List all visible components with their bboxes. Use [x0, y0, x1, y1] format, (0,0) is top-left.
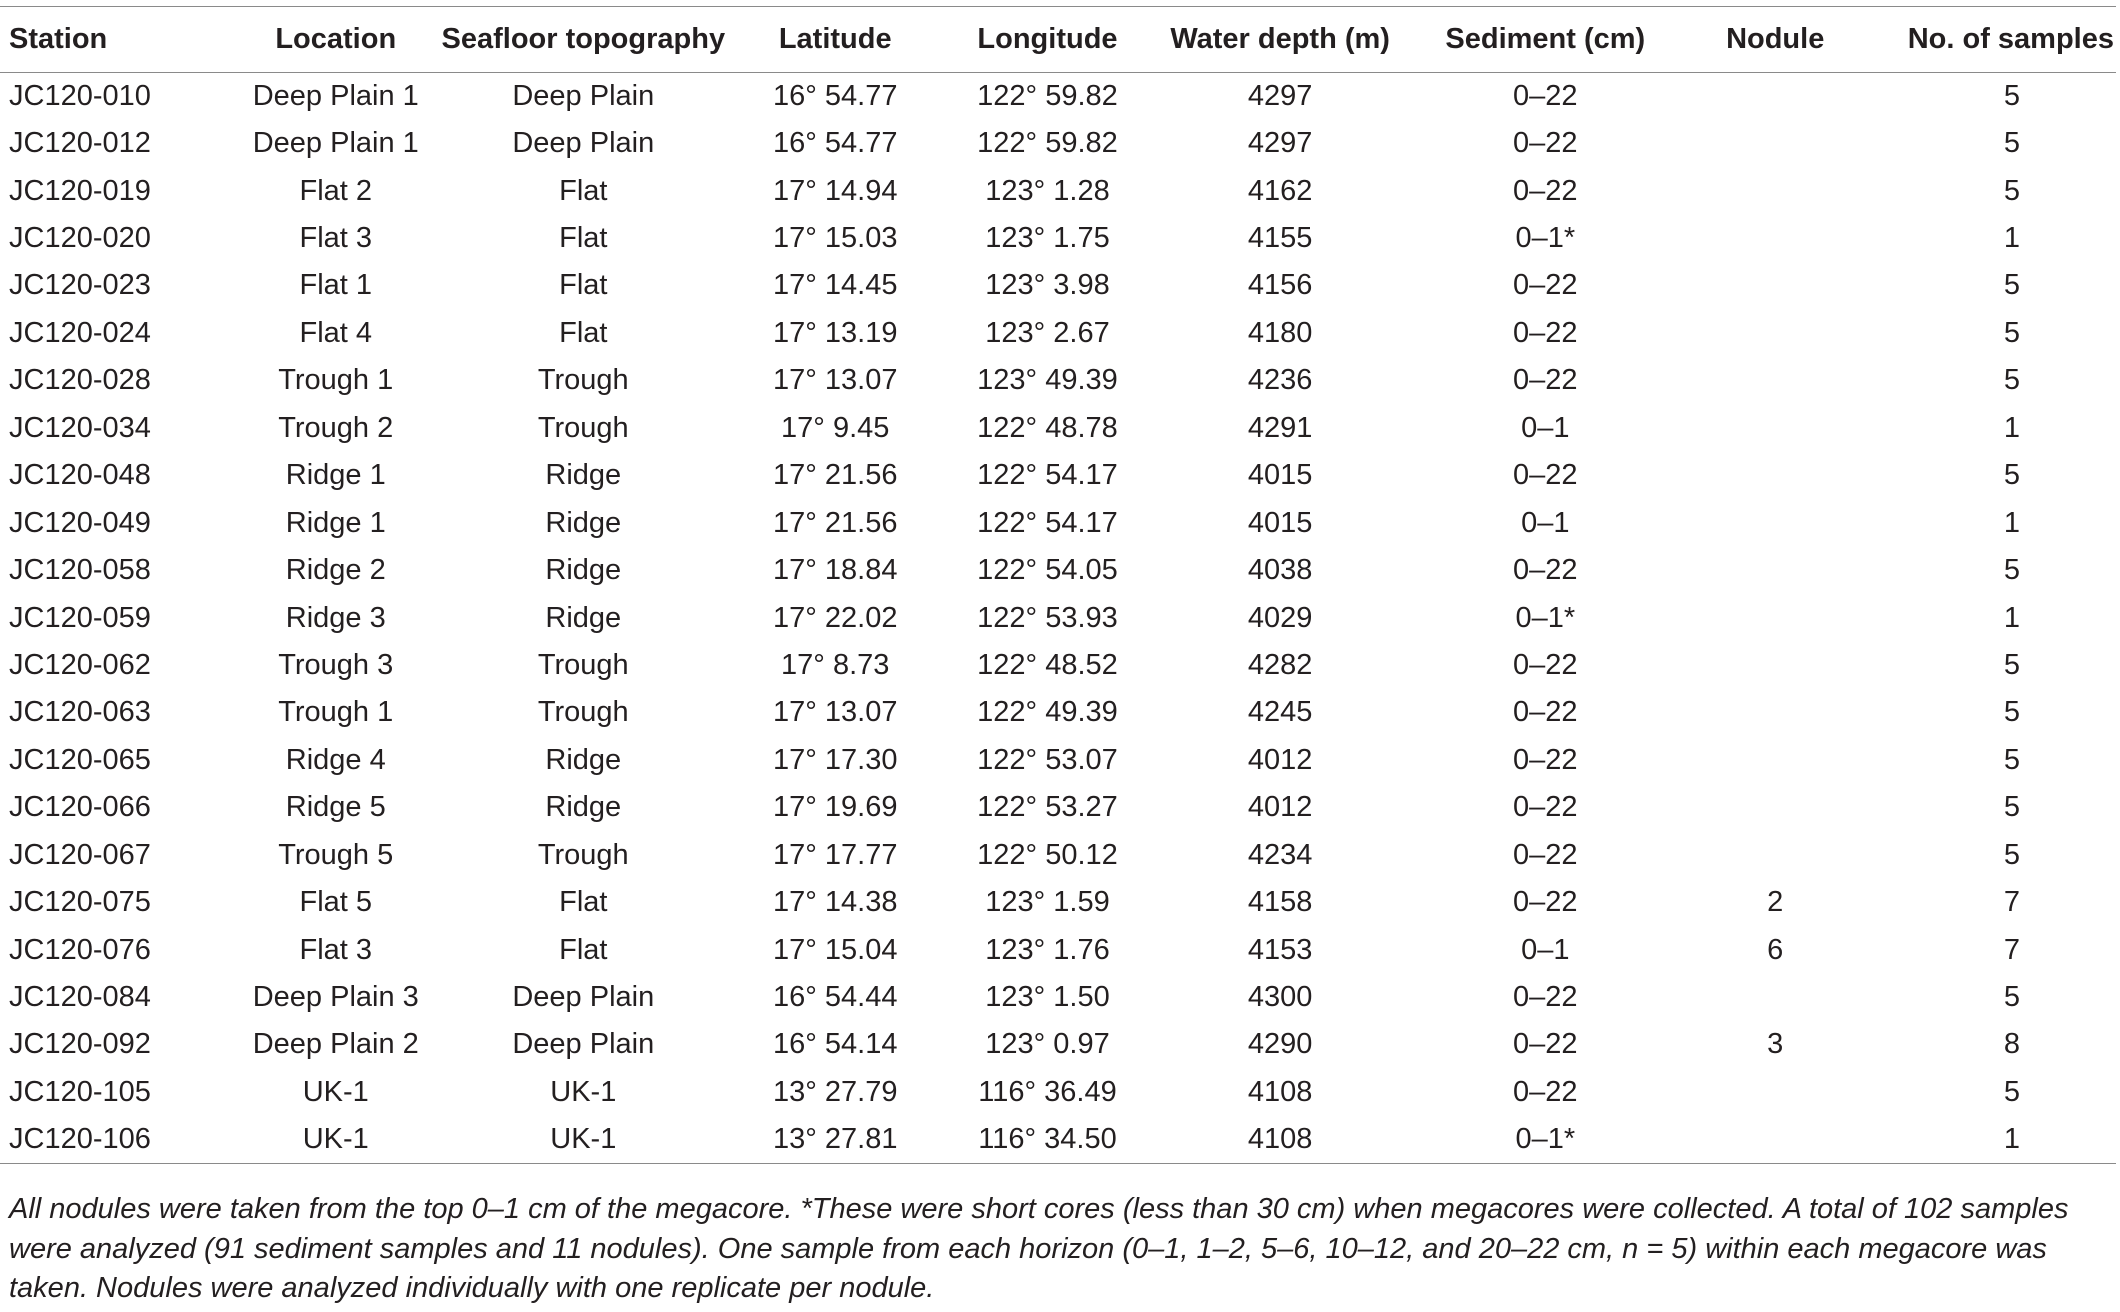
table-row: [0, 689, 2116, 736]
cell-water-depth: 4297: [1247, 127, 1313, 160]
cell-sediment: 0–22: [1513, 743, 1578, 776]
cell-station: JC120-049: [9, 506, 151, 539]
cell-seafloor-topography: Flat: [559, 316, 608, 349]
cell-longitude: 122° 54.05: [977, 554, 1118, 587]
cell-longitude: 123° 3.98: [985, 269, 1110, 302]
cell-location: Deep Plain 2: [252, 1028, 419, 1061]
cell-water-depth: 4300: [1247, 981, 1313, 1014]
cell-water-depth: 4015: [1247, 506, 1313, 539]
cell-nodule: [1685, 215, 1866, 262]
cell-location: Flat 3: [299, 933, 373, 966]
table-row: [0, 73, 2116, 120]
cell-location: Ridge 3: [285, 601, 386, 634]
cell-sediment: 0–22: [1513, 174, 1578, 207]
cell-seafloor-topography: Ridge: [545, 791, 622, 824]
cell-location: Flat 1: [299, 269, 373, 302]
cell-sediment: 0–22: [1513, 648, 1578, 681]
table-row: [0, 499, 2116, 546]
station-table: [0, 6, 2116, 1164]
cell-no-of-samples: 5: [2003, 554, 2020, 587]
header-station: Station: [0, 7, 235, 73]
cell-no-of-samples: 5: [2003, 79, 2020, 112]
cell-sediment: 0–22: [1513, 364, 1578, 397]
header-no-of-samples: No. of samples: [1866, 7, 2116, 73]
cell-water-depth: 4029: [1247, 601, 1313, 634]
cell-no-of-samples: 5: [2003, 269, 2020, 302]
cell-no-of-samples: 1: [2003, 506, 2020, 539]
cell-location: Deep Plain 1: [252, 127, 419, 160]
cell-location: Trough 2: [278, 411, 394, 444]
cell-sediment: 0–22: [1513, 79, 1578, 112]
cell-longitude: 123° 1.59: [985, 886, 1110, 919]
cell-seafloor-topography: Ridge: [545, 743, 622, 776]
cell-water-depth: 4012: [1247, 743, 1313, 776]
cell-nodule: [1685, 73, 1866, 120]
table-row: [0, 926, 2116, 973]
table-row: [0, 642, 2116, 689]
cell-seafloor-topography: Trough: [537, 696, 629, 729]
cell-nodule: [1685, 1116, 1866, 1163]
cell-latitude: 17° 21.56: [772, 506, 898, 539]
cell-sediment: 0–22: [1513, 269, 1578, 302]
header-sediment: Sediment (cm): [1406, 7, 1685, 73]
cell-location: Trough 5: [278, 838, 394, 871]
cell-sediment: 0–22: [1513, 554, 1578, 587]
cell-seafloor-topography: Flat: [559, 174, 608, 207]
cell-station: JC120-076: [9, 933, 151, 966]
header-longitude: Longitude: [941, 7, 1155, 73]
cell-sediment: 0–22: [1513, 981, 1578, 1014]
cell-water-depth: 4282: [1247, 648, 1313, 681]
cell-water-depth: 4158: [1247, 886, 1313, 919]
cell-no-of-samples: 5: [2003, 1075, 2020, 1108]
cell-latitude: 17° 13.19: [772, 316, 898, 349]
cell-no-of-samples: 8: [2003, 1028, 2020, 1061]
cell-latitude: 17° 8.73: [781, 648, 890, 681]
cell-longitude: 122° 53.27: [977, 791, 1118, 824]
table-row: [0, 784, 2116, 831]
table-row: [0, 1021, 2116, 1068]
cell-seafloor-topography: Deep Plain: [512, 981, 655, 1014]
cell-seafloor-topography: Ridge: [545, 554, 622, 587]
cell-seafloor-topography: Deep Plain: [512, 79, 655, 112]
cell-station: JC120-028: [9, 364, 151, 397]
table-row: [0, 1116, 2116, 1163]
cell-longitude: 122° 59.82: [977, 127, 1118, 160]
cell-station: JC120-067: [9, 838, 151, 871]
cell-station: JC120-024: [9, 316, 151, 349]
cell-location: Flat 5: [299, 886, 373, 919]
table-row: [0, 594, 2116, 641]
cell-nodule: [1685, 357, 1866, 404]
cell-latitude: 16° 54.77: [772, 127, 898, 160]
table-body: [0, 73, 2116, 1164]
cell-longitude: 122° 53.93: [977, 601, 1118, 634]
cell-longitude: 123° 1.75: [985, 222, 1110, 255]
cell-station: JC120-092: [9, 1028, 151, 1061]
cell-nodule: [1685, 689, 1866, 736]
cell-latitude: 16° 54.44: [772, 981, 898, 1014]
cell-latitude: 17° 14.45: [772, 269, 898, 302]
cell-no-of-samples: 5: [2003, 981, 2020, 1014]
table-row: [0, 832, 2116, 879]
cell-station: JC120-059: [9, 601, 151, 634]
cell-station: JC120-023: [9, 269, 151, 302]
cell-nodule: 2: [1767, 886, 1784, 919]
cell-location: Trough 1: [278, 364, 394, 397]
cell-water-depth: 4234: [1247, 838, 1313, 871]
cell-water-depth: 4108: [1154, 1116, 1405, 1163]
cell-seafloor-topography: Ridge: [545, 601, 622, 634]
table-footnote: All nodules were taken from the top 0–1 cm of the megacore. *These were short cores (less than 30 cm) when megacores were collected. A total of 102 samples were analyzed (91 sediment samples and 11 nodules). One sample from each horizon (0–1, 1–2, 5–6, 10–12, and 20–22 cm, n = 5) within each megacore was taken. Nodules were analyzed individually with one replicate per nodule.: [9, 1193, 2069, 1304]
table-row: [0, 405, 2116, 452]
cell-seafloor-topography: Ridge: [545, 459, 622, 492]
cell-station: JC120-105: [9, 1075, 151, 1108]
table-row: [0, 452, 2116, 499]
cell-longitude: 116° 34.50: [941, 1116, 1155, 1163]
cell-location: UK-1: [235, 1116, 437, 1163]
cell-no-of-samples: 5: [2003, 838, 2020, 871]
cell-latitude: 13° 27.81: [730, 1116, 941, 1163]
cell-seafloor-topography: Flat: [559, 269, 608, 302]
cell-longitude: 116° 36.49: [978, 1075, 1117, 1108]
cell-seafloor-topography: Trough: [537, 364, 629, 397]
cell-location: Deep Plain 1: [252, 79, 419, 112]
cell-latitude: 17° 15.04: [772, 933, 898, 966]
cell-nodule: [1685, 974, 1866, 1021]
table-row: [0, 167, 2116, 214]
cell-longitude: 122° 54.17: [977, 459, 1118, 492]
cell-nodule: [1685, 262, 1866, 309]
cell-water-depth: 4236: [1247, 364, 1313, 397]
cell-longitude: 123° 2.67: [985, 316, 1110, 349]
cell-station: JC120-062: [9, 648, 151, 681]
cell-location: Flat 2: [299, 174, 373, 207]
cell-nodule: [1685, 547, 1866, 594]
cell-sediment: 0–1*: [1515, 601, 1576, 634]
cell-sediment: 0–1: [1521, 411, 1570, 444]
cell-water-depth: 4291: [1247, 411, 1313, 444]
cell-seafloor-topography: UK-1: [550, 1075, 617, 1108]
cell-no-of-samples: 5: [2003, 459, 2020, 492]
header-row: [0, 7, 2116, 73]
cell-sediment: 0–22: [1513, 838, 1578, 871]
cell-nodule: 3: [1767, 1028, 1784, 1061]
cell-location: Ridge 1: [285, 506, 386, 539]
table-row: [0, 215, 2116, 262]
cell-latitude: 17° 13.07: [772, 364, 898, 397]
cell-location: Trough 1: [278, 696, 394, 729]
cell-sediment: 0–22: [1513, 886, 1578, 919]
header-location: Location: [235, 7, 437, 73]
cell-sediment: 0–22: [1513, 316, 1578, 349]
cell-latitude: 17° 22.02: [772, 601, 898, 634]
cell-station: JC120-058: [9, 554, 151, 587]
cell-longitude: 123° 0.97: [985, 1028, 1110, 1061]
cell-latitude: 17° 14.38: [772, 886, 898, 919]
cell-sediment: 0–22: [1513, 127, 1578, 160]
cell-sediment: 0–22: [1513, 1028, 1578, 1061]
cell-longitude: 122° 48.78: [977, 411, 1118, 444]
cell-water-depth: 4038: [1247, 554, 1313, 587]
cell-sediment: 0–1: [1521, 933, 1570, 966]
table-row: [0, 974, 2116, 1021]
cell-seafloor-topography: Trough: [537, 838, 629, 871]
cell-latitude: 13° 27.79: [772, 1075, 898, 1108]
cell-seafloor-topography: Flat: [559, 222, 608, 255]
cell-sediment: 0–22: [1513, 791, 1578, 824]
table-row: [0, 120, 2116, 167]
cell-no-of-samples: 5: [2003, 364, 2020, 397]
table-row: [0, 357, 2116, 404]
table-row: [0, 262, 2116, 309]
cell-location: Ridge 5: [285, 791, 386, 824]
cell-water-depth: 4297: [1247, 79, 1313, 112]
cell-water-depth: 4156: [1247, 269, 1313, 302]
cell-sediment: 0–1*: [1515, 222, 1576, 255]
cell-nodule: 6: [1767, 933, 1784, 966]
cell-location: Deep Plain 3: [252, 981, 419, 1014]
cell-water-depth: 4012: [1247, 791, 1313, 824]
cell-longitude: 122° 59.82: [977, 79, 1118, 112]
cell-station: JC120-010: [9, 79, 151, 112]
cell-seafloor-topography: Trough: [537, 411, 629, 444]
cell-seafloor-topography: Trough: [537, 648, 629, 681]
cell-water-depth: 4155: [1247, 222, 1313, 255]
cell-latitude: 17° 17.77: [772, 838, 898, 871]
header-water-depth: Water depth (m): [1154, 7, 1405, 73]
table-header: [0, 7, 2116, 73]
cell-longitude: 123° 1.50: [985, 981, 1110, 1014]
cell-latitude: 17° 9.45: [781, 411, 890, 444]
cell-longitude: 122° 50.12: [977, 838, 1118, 871]
cell-longitude: 123° 1.76: [985, 933, 1110, 966]
cell-seafloor-topography: Flat: [559, 886, 608, 919]
cell-seafloor-topography: Flat: [559, 933, 608, 966]
cell-nodule: [1685, 642, 1866, 689]
cell-water-depth: 4290: [1247, 1028, 1313, 1061]
cell-station: JC120-020: [9, 222, 151, 255]
cell-nodule: [1685, 120, 1866, 167]
cell-no-of-samples: 1: [2003, 222, 2020, 255]
cell-water-depth: 4153: [1247, 933, 1313, 966]
cell-station: JC120-063: [9, 696, 151, 729]
cell-location: Trough 3: [278, 648, 394, 681]
cell-sediment: 0–1*: [1406, 1116, 1685, 1163]
cell-latitude: 16° 54.14: [772, 1028, 898, 1061]
cell-no-of-samples: 5: [2003, 696, 2020, 729]
table-row: [0, 1069, 2116, 1116]
cell-station: JC120-084: [9, 981, 151, 1014]
cell-nodule: [1685, 594, 1866, 641]
cell-station: JC120-075: [9, 886, 151, 919]
cell-seafloor-topography: Deep Plain: [512, 127, 655, 160]
cell-seafloor-topography: UK-1: [437, 1116, 730, 1163]
cell-no-of-samples: 5: [2003, 174, 2020, 207]
cell-latitude: 17° 21.56: [772, 459, 898, 492]
cell-water-depth: 4245: [1247, 696, 1313, 729]
table-row: [0, 879, 2116, 926]
cell-location: Ridge 4: [285, 743, 386, 776]
cell-water-depth: 4108: [1247, 1075, 1313, 1108]
cell-nodule: [1685, 784, 1866, 831]
cell-nodule: [1685, 1069, 1866, 1116]
header-nodule: Nodule: [1685, 7, 1866, 73]
cell-station: JC120-106: [0, 1116, 235, 1163]
cell-nodule: [1685, 499, 1866, 546]
cell-latitude: 17° 15.03: [772, 222, 898, 255]
cell-location: Flat 4: [299, 316, 373, 349]
table-row: [0, 547, 2116, 594]
cell-longitude: 122° 49.39: [977, 696, 1118, 729]
cell-no-of-samples: 5: [2003, 316, 2020, 349]
cell-location: Flat 3: [299, 222, 373, 255]
cell-no-of-samples: 5: [2003, 743, 2020, 776]
cell-location: Ridge 1: [285, 459, 386, 492]
cell-no-of-samples: 5: [2003, 127, 2020, 160]
cell-nodule: [1685, 310, 1866, 357]
cell-no-of-samples: 1: [2003, 411, 2020, 444]
cell-no-of-samples: 1: [1866, 1116, 2116, 1163]
cell-sediment: 0–1: [1521, 506, 1570, 539]
cell-nodule: [1685, 737, 1866, 784]
cell-longitude: 122° 48.52: [977, 648, 1118, 681]
cell-no-of-samples: 7: [2003, 886, 2020, 919]
cell-no-of-samples: 5: [2003, 648, 2020, 681]
cell-station: JC120-019: [9, 174, 151, 207]
cell-longitude: 122° 53.07: [977, 743, 1118, 776]
cell-sediment: 0–22: [1513, 1075, 1578, 1108]
cell-station: JC120-066: [9, 791, 151, 824]
cell-latitude: 17° 18.84: [772, 554, 898, 587]
cell-nodule: [1685, 452, 1866, 499]
header-latitude: Latitude: [730, 7, 941, 73]
cell-water-depth: 4015: [1247, 459, 1313, 492]
table-row: [0, 737, 2116, 784]
cell-latitude: 16° 54.77: [772, 79, 898, 112]
cell-seafloor-topography: Deep Plain: [512, 1028, 655, 1061]
header-seafloor-topography: Seafloor topography: [437, 7, 730, 73]
cell-latitude: 17° 17.30: [772, 743, 898, 776]
cell-latitude: 17° 13.07: [772, 696, 898, 729]
cell-location: Ridge 2: [285, 554, 386, 587]
cell-longitude: 123° 49.39: [977, 364, 1118, 397]
cell-no-of-samples: 7: [2003, 933, 2020, 966]
cell-station: JC120-065: [9, 743, 151, 776]
cell-station: JC120-012: [9, 127, 151, 160]
table-row: [0, 310, 2116, 357]
cell-location: UK-1: [302, 1075, 369, 1108]
cell-sediment: 0–22: [1513, 696, 1578, 729]
cell-station: JC120-034: [9, 411, 151, 444]
cell-no-of-samples: 5: [2003, 791, 2020, 824]
cell-latitude: 17° 19.69: [772, 791, 898, 824]
cell-station: JC120-048: [9, 459, 151, 492]
cell-longitude: 123° 1.28: [985, 174, 1110, 207]
cell-longitude: 122° 54.17: [977, 506, 1118, 539]
cell-seafloor-topography: Ridge: [545, 506, 622, 539]
cell-latitude: 17° 14.94: [772, 174, 898, 207]
cell-water-depth: 4162: [1247, 174, 1313, 207]
cell-nodule: [1685, 405, 1866, 452]
cell-sediment: 0–22: [1513, 459, 1578, 492]
cell-water-depth: 4180: [1247, 316, 1313, 349]
cell-nodule: [1685, 167, 1866, 214]
cell-no-of-samples: 1: [2003, 601, 2020, 634]
cell-nodule: [1685, 832, 1866, 879]
